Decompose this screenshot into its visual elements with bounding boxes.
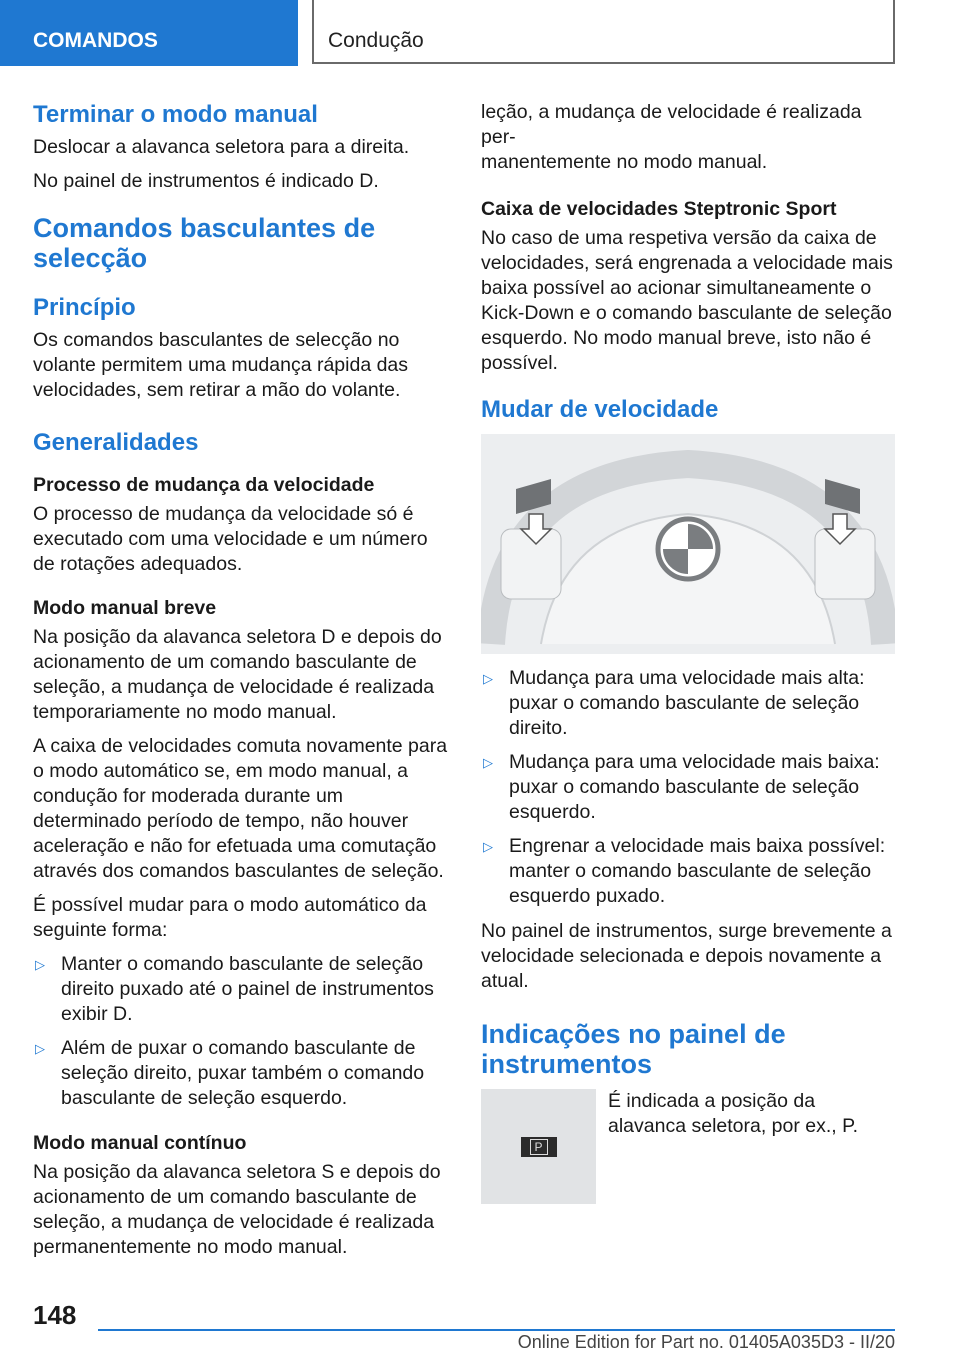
triangle-bullet-icon: ▷ [483,671,493,686]
bullet-list [481,666,896,909]
paragraph: Na posição da alavanca seletora S e depois do acionamento de um comando basculante de seleção, a mudança de velocidade é realizada permanentemente no modo manual. [33,1161,441,1258]
list-item-text: Mudança para uma velocidade mais baixa: puxar o comando basculante de seleção esquerdo. [509,751,880,823]
subheading-continuo: Modo manual contínuo [33,1132,247,1154]
triangle-bullet-icon: ▷ [483,755,493,770]
left-column [33,100,448,1269]
subheading-processo: Processo de mudança da velocidade [33,474,375,496]
indicator-letter: P [530,1139,548,1155]
right-column-main [481,197,896,1204]
triangle-bullet-icon: ▷ [35,957,45,972]
paragraph: A caixa de velocidades comuta novamente para o modo automático se, em modo manual, a condução for moderada durante um determinado período de tempo, não houver aceleração e não for efetuada uma comutação através dos comandos basculantes de seleção. [33,735,448,882]
page-number: 148 [33,1300,77,1330]
list-item-text: Mudança para uma velocidade mais alta: puxar o comando basculante de seleção direito. [509,667,865,739]
gear-indicator-image [481,1089,596,1204]
chapter-title: Condução [312,0,895,64]
steering-wheel-icon [481,434,895,654]
list-item [481,666,896,741]
list-item-text: Engrenar a velocidade mais baixa possível: manter o comando basculante de seleção esquerdo puxado. [509,835,886,907]
list-item [481,750,896,825]
heading-generalidades: Generalidades [33,429,199,456]
list-item-text: Manter o comando basculante de seleção direito puxado até o painel de instrumentos exibir D. [61,953,434,1025]
heading-comandos: Comandos basculantes de selecção [33,213,376,273]
heading-mudar: Mudar de velocidade [481,396,719,423]
subheading-sport: Caixa de velocidades Steptronic Sport [481,198,837,220]
paragraph: O processo de mudança da velocidade só é executado com uma velocidade e um número de rotações adequados. [33,503,428,575]
steering-wheel-illustration [481,434,895,654]
list-item-text: Além de puxar o comando basculante de seleção direito, puxar também o comando basculante de seleção esquerdo. [61,1037,425,1109]
section-tab: COMANDOS [0,0,298,66]
right-column-top [481,100,896,184]
subheading-breve: Modo manual breve [33,597,217,619]
paragraph: No painel de instrumentos é indicado D. [33,170,379,192]
gear-indicator-p-icon [521,1137,557,1157]
heading-indicacoes: Indicações no painel de instrumentos [481,1019,786,1079]
list-item [481,834,896,909]
footer-edition: Online Edition for Part no. 01405A035D3 - II/20 [517,1332,895,1352]
paragraph: É indicada a posição da alavanca seletora, por ex., P. [608,1090,859,1137]
footer-divider [98,1329,895,1331]
heading-principio: Princípio [33,294,136,321]
paragraph: leção, a mudança de velocidade é realizada per- manentemente no modo manual. [481,101,862,173]
paragraph: No caso de uma respetiva versão da caixa de velocidades, será engrenada a velocidade mais baixa possível ao acionar simultaneamente o Kick-Down e o comando basculante de seleção esquerdo. No modo manual breve, isto não é possível. [481,227,893,374]
indicator-row [481,1089,896,1204]
heading-terminar: Terminar o modo manual [33,101,318,128]
paragraph: Deslocar a alavanca seletora para a direita. [33,136,410,158]
list-item [33,952,448,1027]
triangle-bullet-icon: ▷ [483,839,493,854]
paragraph: Os comandos basculantes de selecção no volante permitem uma mudança rápida das velocidades, sem retirar a mão do volante. [33,329,409,401]
bullet-list [33,952,448,1111]
triangle-bullet-icon: ▷ [35,1041,45,1056]
paragraph: No painel de instrumentos, surge brevemente a velocidade selecionada e depois novamente a atual. [481,920,892,992]
paragraph: É possível mudar para o modo automático da seguinte forma: [33,894,427,941]
paragraph: Na posição da alavanca seletora D e depois do acionamento de um comando basculante de seleção, a mudança de velocidade é realizada temporariamente no modo manual. [33,626,442,723]
list-item [33,1036,448,1111]
